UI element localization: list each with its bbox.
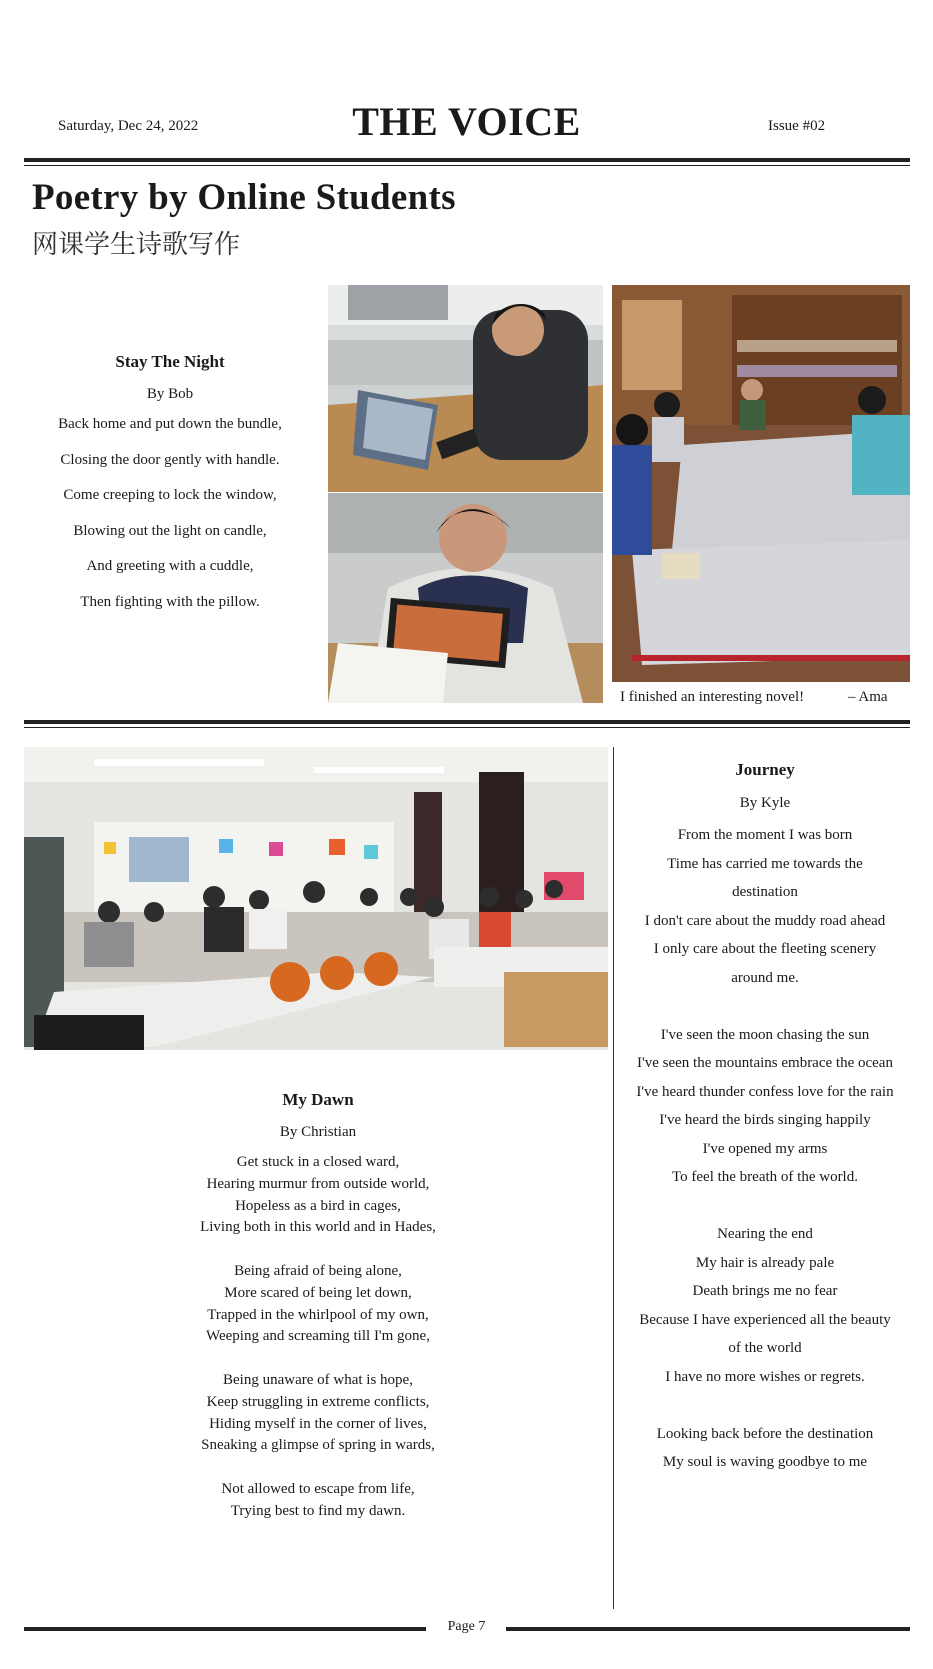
column-divider (613, 747, 614, 1609)
poem-line: My hair is already pale (695, 1254, 835, 1271)
poem-line: Trapped in the whirlpool of my own, (207, 1306, 429, 1323)
poem-line: Death brings me no fear (692, 1283, 838, 1299)
stanza-break (616, 992, 914, 1021)
section-rule (24, 720, 910, 724)
poem-line: Nearing the end (717, 1226, 813, 1242)
page-subheadline: 网课学生诗歌写作 (32, 230, 241, 260)
poem-author: By Kyle (739, 795, 791, 811)
newspaper-title: THE VOICE (352, 99, 581, 144)
photo-classroom (24, 747, 608, 1050)
poem-line: Back home and put down the bundle, (58, 416, 282, 432)
section-rule-thin (24, 727, 910, 728)
poem-line: Then fighting with the pillow. (80, 593, 260, 610)
poem-line: around me. (731, 969, 799, 986)
masthead-rule-thin (24, 165, 910, 166)
issue-number: Issue #02 (768, 118, 826, 134)
poem-author: By Christian (279, 1124, 357, 1140)
poem-line: I've heard thunder confess love for the rain (636, 1083, 894, 1100)
stanza-break (160, 1457, 476, 1479)
poem-line: Living both in this world and in Hades, (200, 1219, 436, 1236)
poem-title: Journey (735, 760, 795, 779)
poem-line: Not allowed to escape from life, (221, 1480, 415, 1497)
poem-line: To feel the breath of the world. (672, 1169, 858, 1185)
photo-reading-table (612, 285, 910, 682)
poem-line: of the world (728, 1340, 802, 1356)
poem-line: Hopeless as a bird in cages, (235, 1197, 401, 1214)
poem-title: Stay The Night (115, 352, 225, 371)
poem-line: I only care about the fleeting scenery (653, 941, 877, 957)
poem-line: I've seen the moon chasing the sun (660, 1026, 870, 1043)
poem-line: Keep struggling in extreme conflicts, (206, 1393, 430, 1410)
poem-line: Being afraid of being alone, (234, 1262, 402, 1279)
photo-caption: I finished an interesting novel! (620, 689, 805, 705)
poem-title: My Dawn (282, 1090, 354, 1109)
page-headline: Poetry by Online Students (32, 177, 456, 218)
poem-line: Come creeping to lock the window, (63, 487, 277, 503)
poem-line: More scared of being let down, (224, 1284, 412, 1301)
poem-line: destination (732, 884, 798, 900)
poem-line: Being unaware of what is hope, (223, 1371, 413, 1388)
photo-student-tablet (328, 493, 603, 703)
stanza-break (616, 1391, 914, 1420)
poem-line: Blowing out the light on candle, (73, 522, 267, 539)
poem-line: Because I have experienced all the beauty (639, 1311, 891, 1328)
photo-student-laptop (328, 285, 603, 492)
poem-line: Hearing murmur from outside world, (206, 1175, 430, 1192)
poem-author: By Bob (146, 386, 194, 402)
poem-line: My soul is waving goodbye to me (662, 1454, 868, 1470)
poem-line: Trying best to find my dawn. (230, 1502, 406, 1519)
poem-stay-the-night (30, 352, 310, 629)
photo-credit: – Ama (848, 689, 888, 705)
poem-line: I have no more wishes or regrets. (665, 1368, 865, 1385)
poem-line: I've seen the mountains embrace the ocean (637, 1055, 893, 1071)
poem-line: Closing the door gently with handle. (60, 451, 280, 468)
poem-my-dawn (160, 1090, 476, 1523)
poem-line: Time has carried me towards the (667, 855, 863, 872)
poem-line: Hiding myself in the corner of lives, (209, 1415, 427, 1432)
masthead-rule (24, 158, 910, 162)
poem-journey (616, 760, 914, 1477)
stanza-break (160, 1348, 476, 1370)
footer-rule-right (506, 1627, 910, 1631)
poem-line: Sneaking a glimpse of spring in wards, (201, 1437, 435, 1454)
poem-line: I've opened my arms (702, 1140, 828, 1157)
issue-date: Saturday, Dec 24, 2022 (58, 118, 199, 134)
stanza-break (616, 1192, 914, 1221)
poem-line: Get stuck in a closed ward, (236, 1154, 400, 1170)
poem-line: And greeting with a cuddle, (86, 558, 254, 574)
poem-line: Weeping and screaming till I'm gone, (206, 1328, 430, 1345)
poem-line: Looking back before the destination (656, 1425, 874, 1442)
page-number: Page 7 (447, 1619, 486, 1634)
stanza-break (160, 1239, 476, 1261)
poem-line: From the moment I was born (677, 827, 853, 843)
poem-line: I don't care about the muddy road ahead (644, 912, 886, 929)
poem-line: I've heard the birds singing happily (659, 1112, 871, 1128)
